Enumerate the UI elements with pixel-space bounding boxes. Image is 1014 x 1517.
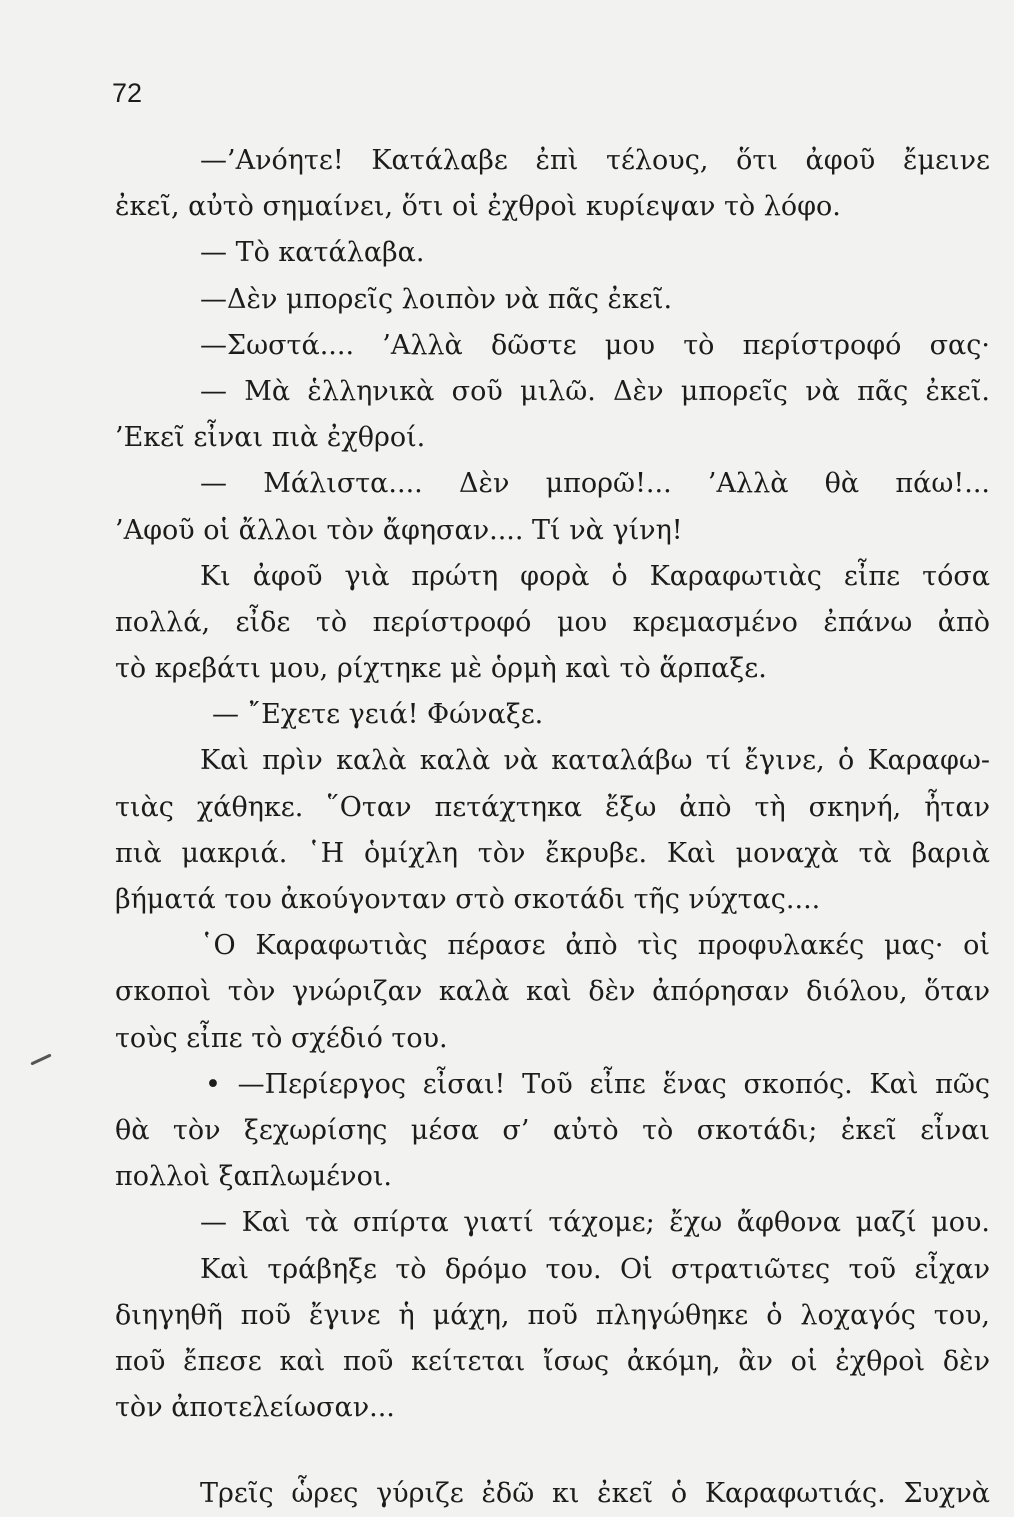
text-line: τὸ κρεβάτι μου, ρίχτηκε μὲ ὁρμὴ καὶ τὸ ἅρπαξε. [115,653,767,685]
text-line: ποῦ ἔπεσε καὶ ποῦ κείτεται ἴσως ἀκόμη, ἂν οἱ ἐχθροὶ δὲν [115,1345,990,1377]
text-line: — Μάλιστα.... Δὲν μπορῶ!... ’Αλλὰ θὰ πάω!... [200,468,990,500]
text-line: ἐκεῖ, αὐτὸ σημαίνει, ὅτι οἱ ἐχθροὶ κυρίεψαν τὸ λόφο. [115,191,841,223]
paragraph-gap [115,1431,990,1471]
text-line: πιὰ μακριά. ῾Η ὁμίχλη τὸν ἔκρυβε. Καὶ μοναχὰ τὰ βαριὰ [115,837,990,869]
text-line: Καὶ πρὶν καλὰ καλὰ νὰ καταλάβω τί ἔγινε, ὁ Καραφω- [200,745,990,777]
text-line: σκοποὶ τὸν γνώριζαν καλὰ καὶ δὲν ἀπόρησαν διόλου, ὅταν [115,976,990,1008]
text-line: Κι ἀφοῦ γιὰ πρώτη φορὰ ὁ Καραφωτιὰς εἶπε τόσα [200,560,990,592]
text-line: — Μὰ ἑλληνικὰ σοῦ μιλῶ. Δὲν μπορεῖς νὰ πᾶς ἐκεῖ. [200,375,990,407]
text-line: — Τὸ κατάλαβα. [200,237,425,269]
text-line: Τρεῖς ὧρες γύριζε ἐδῶ κι ἐκεῖ ὁ Καραφωτιάς. Συχνὰ [200,1478,990,1510]
body-text [115,138,990,1517]
margin-mark [30,1053,51,1065]
text-line: • —Περίεργος εἶσαι! Τοῦ εἶπε ἕνας σκοπός. Καὶ πῶς [205,1068,990,1100]
text-line: τιὰς χάθηκε. ῞Οταν πετάχτηκα ἔξω ἀπὸ τὴ σκηνή, ἦταν [115,791,990,823]
text-line: ῾Ο Καραφωτιὰς πέρασε ἀπὸ τὶς προφυλακές μας· οἱ [200,930,990,962]
text-line: ’Αφοῦ οἱ ἄλλοι τὸν ἄφησαν.... Τί νὰ γίνη! [115,514,683,546]
text-line: — Καὶ τὰ σπίρτα γιατί τάχομε; ἔχω ἄφθονα μαζί μου. [200,1207,990,1239]
text-line: ’Εκεῖ εἶναι πιὰ ἐχθροί. [115,422,426,454]
text-line: Καὶ τράβηξε τὸ δρόμο του. Οἱ στρατιῶτες τοῦ εἶχαν [200,1253,990,1285]
text-line: πολλά, εἶδε τὸ περίστροφό μου κρεμασμένο ἐπάνω ἀπὸ [115,606,990,638]
text-line: βήματά του ἀκούγονταν στὸ σκοτάδι τῆς νύχτας.... [115,884,821,915]
text-line: —Σωστά.... ’Αλλὰ δῶστε μου τὸ περίστροφό σας· [200,329,990,361]
text-line: τοὺς εἶπε τὸ σχέδιό του. [115,1022,448,1054]
text-line: —Δὲν μπορεῖς λοιπὸν νὰ πᾶς ἐκεῖ. [200,283,673,315]
text-line: πολλοὶ ξαπλωμένοι. [115,1161,393,1193]
text-line: — ῎Εχετε γειά! Φώναξε. [212,699,544,731]
text-line: θὰ τὸν ξεχωρίσης μέσα σ’ αὐτὸ τὸ σκοτάδι; ἐκεῖ εἶναι [115,1114,990,1146]
text-line: τὸν ἀποτελείωσαν... [115,1392,395,1424]
page-number: 72 [112,78,143,108]
text-line: διηγηθῆ ποῦ ἔγινε ἡ μάχη, ποῦ πληγώθηκε ὁ λοχαγός του, [115,1299,990,1331]
text-line: —’Ανόητε! Κατάλαβε ἐπὶ τέλους, ὅτι ἀφοῦ ἔμεινε [200,145,990,176]
